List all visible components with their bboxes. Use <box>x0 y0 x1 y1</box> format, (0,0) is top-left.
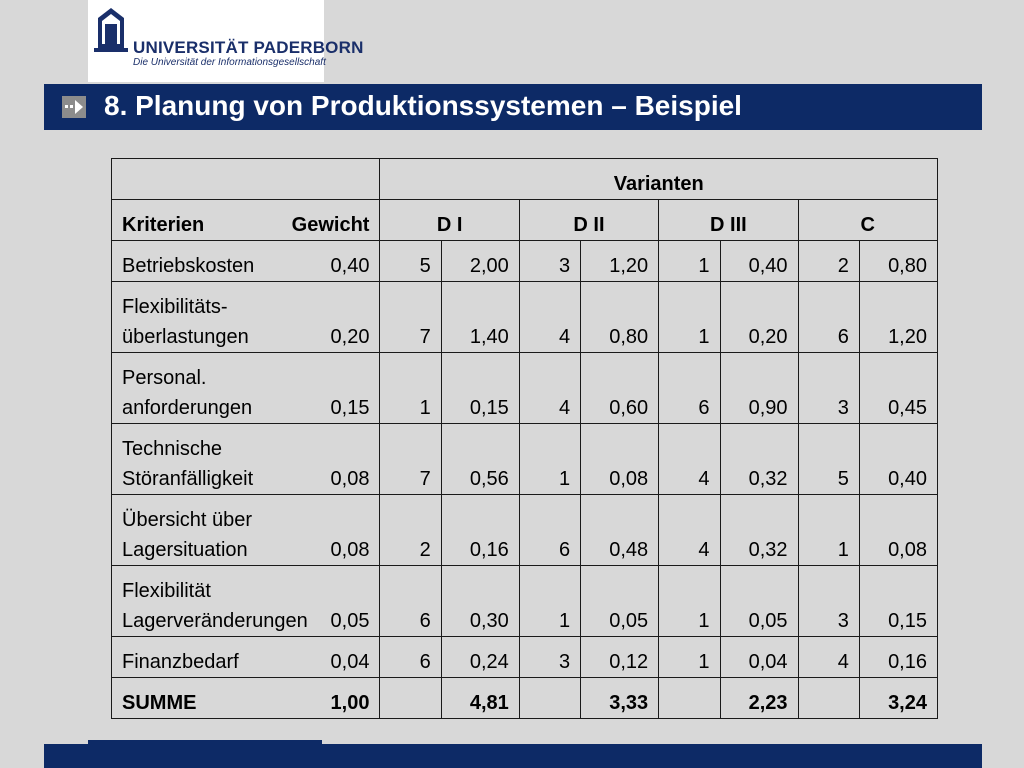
weighted-value-cell: 0,05 <box>720 566 798 637</box>
score-cell: 2 <box>798 241 859 282</box>
title-bar <box>44 84 982 130</box>
score-cell: 4 <box>519 353 580 424</box>
variant-header: C <box>798 200 937 241</box>
score-cell: 6 <box>659 353 720 424</box>
sum-empty-cell <box>519 678 580 719</box>
criterion-wrap <box>122 292 369 352</box>
criteria-header-wrap <box>122 210 369 240</box>
variants-group-header: Varianten <box>380 159 938 200</box>
weighted-value-cell: 0,30 <box>441 566 519 637</box>
criterion-line2: überlastungen <box>122 326 249 348</box>
university-name: UNIVERSITÄT PADERBORN <box>133 38 364 57</box>
weighted-value-cell: 1,40 <box>441 282 519 353</box>
weighted-value-cell: 0,04 <box>720 637 798 678</box>
score-cell: 4 <box>659 424 720 495</box>
score-cell: 1 <box>659 282 720 353</box>
criterion-line2: Störanfälligkeit <box>122 468 254 490</box>
score-cell: 1 <box>798 495 859 566</box>
weighted-value-cell: 0,12 <box>581 637 659 678</box>
table-header-row-variants <box>112 159 938 200</box>
criterion-line1: Flexibilitäts- <box>122 296 228 318</box>
sum-empty-cell <box>380 678 441 719</box>
score-cell: 6 <box>798 282 859 353</box>
criterion-weight: 0,08 <box>330 468 370 490</box>
criterion-line1: Übersicht über <box>122 509 253 531</box>
criterion-line2: Lagersituation <box>122 539 248 561</box>
weighted-value-cell: 2,00 <box>441 241 519 282</box>
weighted-value-cell: 0,45 <box>859 353 937 424</box>
criterion-wrap <box>122 363 369 423</box>
criterion-weight: 0,40 <box>330 255 370 277</box>
criterion-wrap <box>122 251 369 281</box>
weighted-value-cell: 0,24 <box>441 637 519 678</box>
score-cell: 5 <box>380 241 441 282</box>
arrow-bullet-icon <box>62 96 86 118</box>
weighted-value-cell: 0,15 <box>859 566 937 637</box>
sum-row <box>112 678 938 719</box>
score-cell: 3 <box>798 353 859 424</box>
criterion-label <box>122 292 249 352</box>
score-cell: 6 <box>519 495 580 566</box>
table-row <box>112 637 938 678</box>
score-cell: 3 <box>519 637 580 678</box>
criterion-cell <box>112 282 380 353</box>
score-cell: 3 <box>798 566 859 637</box>
table-row <box>112 241 938 282</box>
criterion-weight: 0,04 <box>330 651 370 673</box>
weighted-value-cell: 0,32 <box>720 495 798 566</box>
weighted-value-cell: 0,40 <box>859 424 937 495</box>
criterion-label <box>122 363 252 423</box>
criteria-header-cell <box>112 200 380 241</box>
criterion-cell <box>112 566 380 637</box>
criterion-label <box>122 434 253 494</box>
weighted-value-cell: 0,80 <box>859 241 937 282</box>
weighted-value-cell: 0,05 <box>581 566 659 637</box>
criterion-wrap <box>122 647 369 677</box>
table-row <box>112 566 938 637</box>
score-cell: 7 <box>380 282 441 353</box>
criterion-label <box>122 505 252 565</box>
criteria-header: Kriterien <box>122 214 205 236</box>
criterion-cell <box>112 495 380 566</box>
weighted-value-cell: 0,16 <box>859 637 937 678</box>
criterion-line1: Personal. <box>122 367 207 389</box>
weight-header: Gewicht <box>291 214 370 236</box>
criterion-weight: 0,08 <box>330 539 370 561</box>
criterion-line1: Technische <box>122 438 223 460</box>
weighted-value-cell: 1,20 <box>581 241 659 282</box>
criterion-line1: Finanzbedarf <box>122 651 239 673</box>
variant-header: D I <box>380 200 519 241</box>
sum-weight: 1,00 <box>330 692 370 714</box>
university-logo <box>88 0 364 82</box>
weighted-value-cell: 0,15 <box>441 353 519 424</box>
weighted-value-cell: 0,32 <box>720 424 798 495</box>
criterion-wrap <box>122 434 369 494</box>
sum-label: SUMME <box>122 692 197 714</box>
sum-empty-cell <box>798 678 859 719</box>
weighted-value-cell: 1,20 <box>859 282 937 353</box>
criterion-weight: 0,15 <box>330 397 370 419</box>
weighted-value-cell: 0,56 <box>441 424 519 495</box>
criterion-wrap <box>122 505 369 565</box>
score-cell: 7 <box>380 424 441 495</box>
criterion-cell <box>112 637 380 678</box>
score-cell: 1 <box>659 637 720 678</box>
table-row <box>112 282 938 353</box>
variant-header: D II <box>519 200 658 241</box>
evaluation-table <box>111 158 938 719</box>
weighted-value-cell: 0,48 <box>581 495 659 566</box>
sum-empty-cell <box>659 678 720 719</box>
criterion-weight: 0,05 <box>330 610 370 632</box>
criterion-label <box>122 251 254 281</box>
score-cell: 1 <box>659 566 720 637</box>
weighted-value-cell: 0,20 <box>720 282 798 353</box>
criterion-line2: anforderungen <box>122 397 253 419</box>
criterion-line1: Betriebskosten <box>122 255 255 277</box>
table-row <box>112 353 938 424</box>
variant-header: D III <box>659 200 798 241</box>
weighted-value-cell: 0,08 <box>581 424 659 495</box>
weighted-value-cell: 0,16 <box>441 495 519 566</box>
table-row <box>112 424 938 495</box>
sum-total-cell: 3,33 <box>581 678 659 719</box>
score-cell: 6 <box>380 637 441 678</box>
score-cell: 4 <box>798 637 859 678</box>
criterion-line2: Lagerveränderungen <box>122 610 308 632</box>
score-cell: 2 <box>380 495 441 566</box>
score-cell: 3 <box>519 241 580 282</box>
weighted-value-cell: 0,80 <box>581 282 659 353</box>
score-cell: 4 <box>659 495 720 566</box>
table-header-row-columns <box>112 200 938 241</box>
criterion-cell <box>112 424 380 495</box>
score-cell: 6 <box>380 566 441 637</box>
weighted-value-cell: 0,90 <box>720 353 798 424</box>
university-tagline: Die Universität der Informationsgesellschaft <box>133 57 326 68</box>
empty-header-cell <box>112 159 380 200</box>
sum-total-cell: 3,24 <box>859 678 937 719</box>
score-cell: 1 <box>659 241 720 282</box>
score-cell: 1 <box>519 566 580 637</box>
criterion-wrap <box>122 576 369 636</box>
score-cell: 1 <box>380 353 441 424</box>
sum-label-wrap <box>122 688 369 718</box>
criterion-label <box>122 576 308 636</box>
weighted-value-cell: 0,60 <box>581 353 659 424</box>
criterion-cell <box>112 353 380 424</box>
footer-tab <box>88 740 322 752</box>
table-row <box>112 495 938 566</box>
slide-title: 8. Planung von Produktionssystemen – Beispiel <box>104 90 742 121</box>
sum-total-cell: 2,23 <box>720 678 798 719</box>
sum-label-cell <box>112 678 380 719</box>
score-cell: 1 <box>519 424 580 495</box>
criterion-weight: 0,20 <box>330 326 370 348</box>
criterion-cell <box>112 241 380 282</box>
score-cell: 4 <box>519 282 580 353</box>
weighted-value-cell: 0,40 <box>720 241 798 282</box>
university-logo-icon <box>94 8 128 52</box>
sum-total-cell: 4,81 <box>441 678 519 719</box>
criterion-label <box>122 647 239 677</box>
criterion-line1: Flexibilität <box>122 580 211 602</box>
weighted-value-cell: 0,08 <box>859 495 937 566</box>
score-cell: 5 <box>798 424 859 495</box>
